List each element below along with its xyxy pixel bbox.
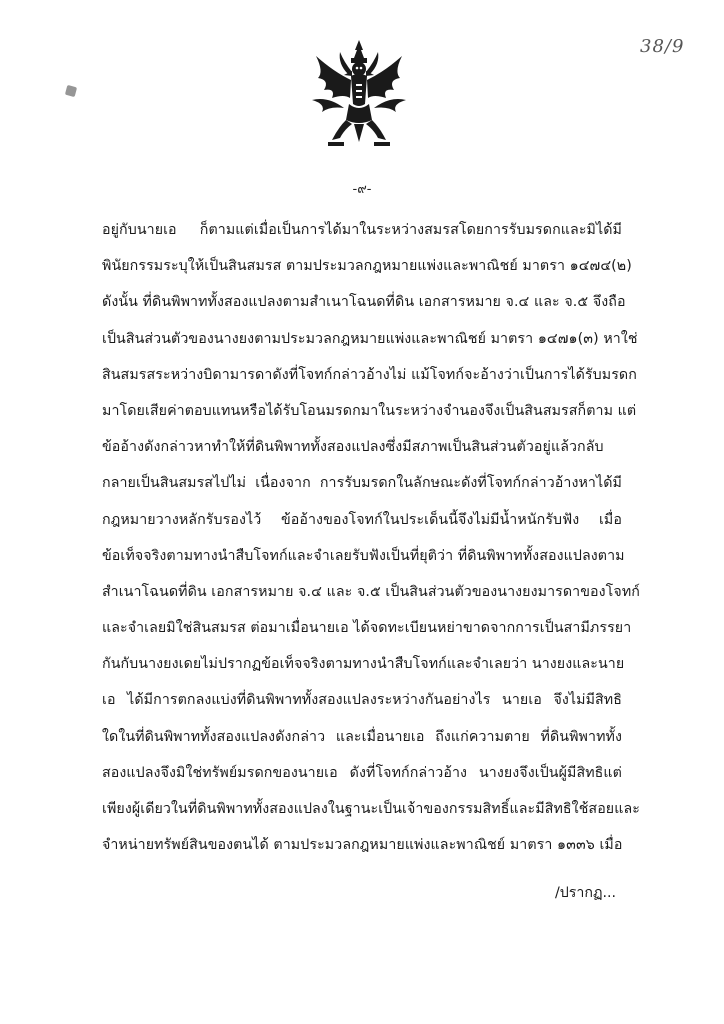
text-line: ข้ออ้างดังกล่าวหาทำให้ที่ดินพิพาททั้งสองแปลงซึ่งมีสภาพเป็นสินส่วนตัวอยู่แล้วกลับ xyxy=(102,439,604,456)
text-line: กลายเป็นสินสมรสไปไม่ เนื่องจาก การรับมรดกในลักษณะดังที่โจทก์กล่าวอ้างหาได้มี xyxy=(102,475,622,492)
text-line: ข้อเท็จจริงตามทางนำสืบโจทก์และจำเลยรับฟังเป็นที่ยุติว่า ที่ดินพิพาททั้งสองแปลงตาม xyxy=(102,547,625,564)
text-line: สองแปลงจึงมิใช่ทรัพย์มรดกของนายเอ ดังที่โจทก์กล่าวอ้าง นางยงจึงเป็นผู้มีสิทธิแต่ xyxy=(102,764,622,781)
text-line: มาโดยเสียค่าตอบแทนหรือได้รับโอนมรดกมาในระหว่างจำนองจึงเป็นสินสมรสก็ตาม แต่ xyxy=(102,402,637,419)
text-line: เป็นสินส่วนตัวของนางยงตามประมวลกฎหมายแพ่งและพาณิชย์ มาตรา ๑๔๗๑(๓) หาใช่ xyxy=(102,330,638,347)
text-line: พินัยกรรมระบุให้เป็นสินสมรส ตามประมวลกฎหมายแพ่งและพาณิชย์ มาตรา ๑๔๗๔(๒) xyxy=(102,258,632,275)
text-line: สินสมรสระหว่างบิดามารดาดังที่โจทก์กล่าวอ้างไม่ แม้โจทก์จะอ้างว่าเป็นการได้รับมรดก xyxy=(102,366,637,383)
text-line: อยู่กับนายเอ ก็ตามแต่เมื่อเป็นการได้มาในระหว่างสมรสโดยการรับมรดกและมิได้มี xyxy=(102,222,622,238)
garuda-emblem xyxy=(304,38,414,148)
text-line: จำหน่ายทรัพย์สินของตนได้ ตามประมวลกฎหมายแพ่งและพาณิชย์ มาตรา ๑๓๓๖ เมื่อ xyxy=(102,837,623,854)
page-number: -๙- xyxy=(352,182,372,197)
text-line: เพียงผู้เดียวในที่ดินพิพาททั้งสองแปลงในฐานะเป็นเจ้าของกรรมสิทธิ์และมีสิทธิใช้สอยและ xyxy=(102,801,640,817)
text-line: ใดในที่ดินพิพาททั้งสองแปลงดังกล่าว และเมื่อนายเอ ถึงแก่ความตาย ที่ดินพิพาททั้ง xyxy=(102,728,622,745)
text-line: สำเนาโฉนดที่ดิน เอกสารหมาย จ.๔ และ จ.๕ เป็นสินส่วนตัวของนางยงมารดาของโจทก์ xyxy=(102,583,640,600)
handwritten-reference: 38/9 xyxy=(640,36,685,57)
text-line: กันกับนางยงเดยไม่ปรากฏข้อเท็จจริงตามทางนำสืบโจทก์และจำเลยว่า นางยงและนาย xyxy=(102,656,625,673)
text-line: และจำเลยมิใช่สินสมรส ต่อมาเมื่อนายเอ ได้จดทะเบียนหย่าขาดจากการเป็นสามีภรรยา xyxy=(102,620,632,637)
scan-speck xyxy=(65,85,77,97)
document-body xyxy=(102,212,640,863)
text-line: เอ ได้มีการตกลงแบ่งที่ดินพิพาททั้งสองแปลงระหว่างกันอย่างไร นายเอ จึงไม่มีสิทธิ xyxy=(102,692,622,709)
text-line: ดังนั้น ที่ดินพิพาททั้งสองแปลงตามสำเนาโฉนดที่ดิน เอกสารหมาย จ.๔ และ จ.๕ จึงถือ xyxy=(102,294,626,311)
text-line: กฎหมายวางหลักรับรองไว้ ข้ออ้างของโจทก์ในประเด็นนี้จึงไม่มีน้ำหนักรับฟัง เมื่อ xyxy=(102,511,622,528)
continuation-marker: /ปรากฏ... xyxy=(555,885,617,901)
